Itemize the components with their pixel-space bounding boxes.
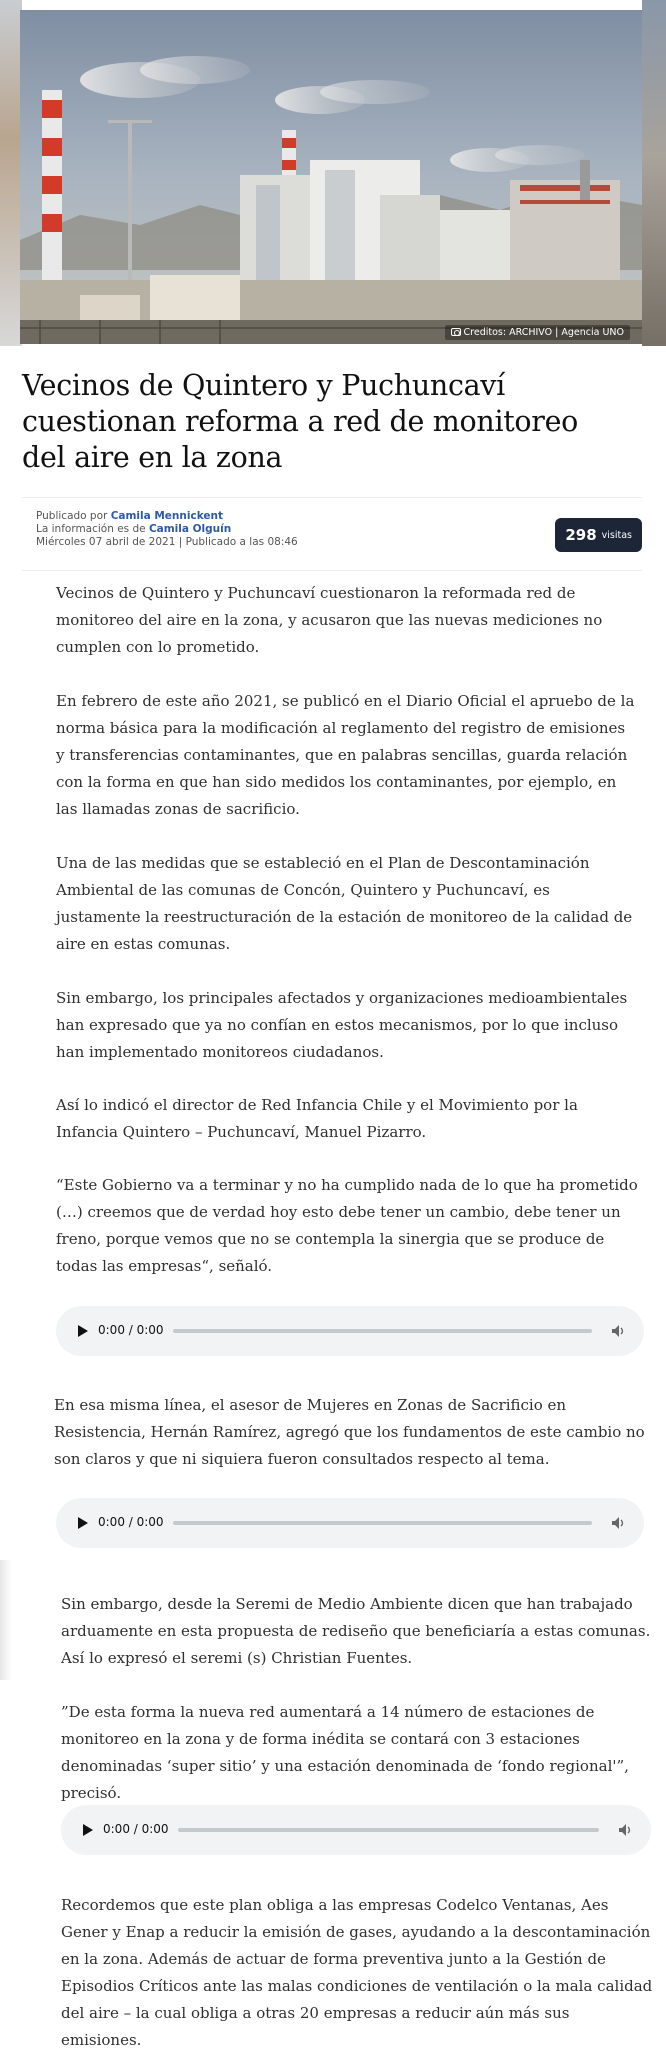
article-paragraph: Una de las medidas que se estableció en el Plan de Descontaminación Ambiental de las comunas de Concón, Quintero y Puchuncaví, es justamente la reestructuración de la estación de monitoreo de la calidad de aire en estas comunas. <box>56 854 633 953</box>
photo-credit: Creditos: ARCHIVO | Agencia UNO <box>445 325 630 340</box>
visits-count: 298 <box>565 526 597 544</box>
hero-section <box>0 0 666 346</box>
industrial-plant-illustration <box>20 10 642 344</box>
volume-icon[interactable] <box>610 1515 626 1531</box>
article-meta-bar <box>22 497 642 571</box>
volume-icon[interactable] <box>610 1323 626 1339</box>
page-edge-shadow <box>0 1560 12 1680</box>
article-paragraph: Vecinos de Quintero y Puchuncaví cuestionaron la reformada red de monitoreo del aire en la zona, y acusaron que las nuevas mediciones no cumplen con lo prometido. <box>56 584 603 656</box>
article-paragraph: Así lo indicó el director de Red Infancia Chile y el Movimiento por la Infancia Quintero – Puchuncaví, Manuel Pizarro. <box>56 1096 578 1141</box>
article-paragraph: Sin embargo, desde la Seremi de Medio Ambiente dicen que han trabajado arduamente en esta propuesta de rediseño que beneficiaría a estas comunas. Así lo expresó el seremi (s) Christian Fuentes. <box>61 1595 651 1667</box>
audio-player[interactable] <box>56 1306 644 1356</box>
audio-player[interactable] <box>56 1498 644 1548</box>
play-icon[interactable] <box>78 1517 88 1529</box>
audio-progress-bar[interactable] <box>178 1828 599 1832</box>
article-paragraph: Recordemos que este plan obliga a las empresas Codelco Ventanas, Aes Gener y Enap a reducir la emisión de gases, ayudando a la descontaminación en la zona. Además de actuar de forma preventiva junto a la Gestión de Episodios Críticos ante las malas condiciones de ventilación o la mala calidad del aire – la cual obliga a otras 20 empresas a reducir aún más sus emisiones. <box>61 1896 653 2049</box>
reporter-link[interactable]: Camila Olguín <box>148 523 232 535</box>
hero-blur-left <box>0 0 22 346</box>
publish-date: Miércoles 07 abril de 2021 | Publicado a las 08:46 <box>36 536 298 548</box>
play-icon[interactable] <box>83 1824 93 1836</box>
play-icon[interactable] <box>78 1325 88 1337</box>
hero-image <box>20 10 642 344</box>
published-by-line: Publicado por Camila Mennickent <box>36 510 224 522</box>
audio-progress-bar[interactable] <box>173 1329 592 1333</box>
article-title: Vecinos de Quintero y Puchuncaví cuestionan reforma a red de monitoreo del aire en la zona <box>22 369 579 474</box>
hero-blur-right <box>642 0 666 346</box>
audio-progress-bar[interactable] <box>173 1521 592 1525</box>
visits-badge <box>555 518 642 552</box>
audio-time: 0:00 / 0:00 <box>98 1323 164 1337</box>
visits-label: visitas <box>601 529 632 541</box>
audio-time: 0:00 / 0:00 <box>98 1515 164 1529</box>
article-paragraph: Sin embargo, los principales afectados y organizaciones medioambientales han expresado que ya no confían en estos mecanismos, por lo que incluso han implementado monitoreos ciudadanos. <box>56 989 628 1061</box>
audio-player[interactable] <box>61 1805 651 1855</box>
article-paragraph: “Este Gobierno va a terminar y no ha cumplido nada de lo que ha prometido (…) creemos que de verdad hoy esto debe tener un cambio, debe tener un freno, porque vemos que no se contempla la sinergia que se produce de todas las empresas“, señaló. <box>56 1176 638 1275</box>
article-paragraph: En febrero de este año 2021, se publicó en el Diario Oficial el apruebo de la norma básica para la modificación al reglamento del registro de emisiones y transferencias contaminantes, que en palabras sencillas, guarda relación con la forma en que han sido medidos los contaminantes, por ejemplo, en las llamadas zonas de sacrificio. <box>56 692 635 818</box>
article-byline <box>36 510 298 549</box>
article-paragraph: ”De esta forma la nueva red aumentará a 14 número de estaciones de monitoreo en la zona y de forma inédita se contará con 3 estaciones denominadas ‘super sitio’ y una estación denominada de ‘fondo regional'”, precisó. <box>61 1703 629 1802</box>
volume-icon[interactable] <box>617 1822 633 1838</box>
author-link[interactable]: Camila Mennickent <box>110 510 224 522</box>
audio-time: 0:00 / 0:00 <box>103 1822 169 1836</box>
article-paragraph: En esa misma línea, el asesor de Mujeres en Zonas de Sacrificio en Resistencia, Hernán Ramírez, agregó que los fundamentos de este cambio no son claros y que ni siquiera fueron consultados respecto al tema. <box>54 1396 645 1468</box>
camera-icon <box>451 328 461 336</box>
info-from-line: La información es de Camila Olguín <box>36 523 232 535</box>
